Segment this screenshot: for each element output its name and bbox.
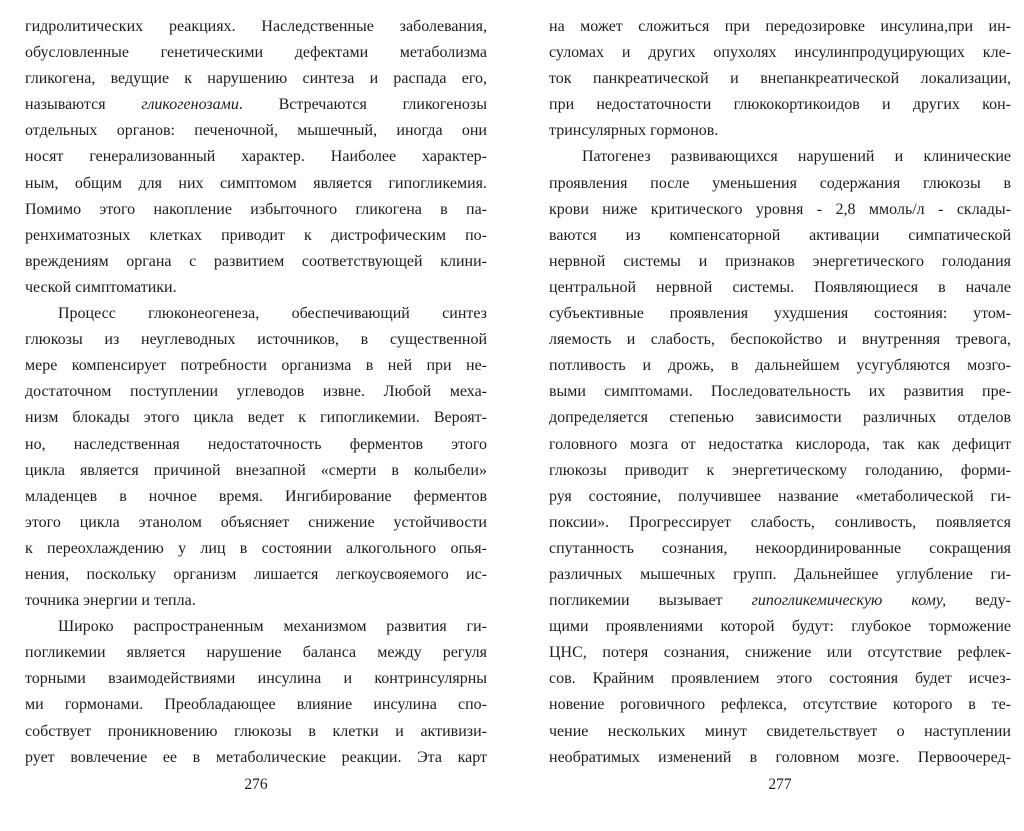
- text-line: ми гормонами. Преобладающее влияние инсулина спо-: [25, 696, 487, 714]
- text-line: спутанность сознания, некоординированные сокращения: [549, 539, 1011, 557]
- text-line: тринсулярных гормонов.: [549, 122, 719, 140]
- text-line: но, наследственная недостаточность ферментов этого: [25, 435, 487, 453]
- text-line: этого цикла этанолом объясняет снижение устойчивости: [25, 513, 487, 531]
- right-page: [549, 14, 1011, 831]
- text-line: ренхиматозных клетках приводит к дистрофическим по-: [25, 226, 487, 244]
- text-line: вреждениям органа с развитием соответствующей клини-: [25, 252, 487, 270]
- text-line: ческой симптоматики.: [25, 278, 177, 296]
- text-line: нения, поскольку организм лишается легкоусвояемого ис-: [25, 565, 487, 583]
- text-line: проявления после уменьшения содержания глюкозы в: [549, 174, 1011, 192]
- text-line: гликогена, ведущие к нарушению синтеза и распада его,: [25, 70, 487, 88]
- text-line: гидролитических реакциях. Наследственные заболевания,: [25, 18, 487, 35]
- text-line: сов. Крайним проявлением этого состояния будет исчез-: [549, 670, 1011, 688]
- text-line: на может сложиться при передозировке инсулина,при ин-: [549, 18, 1011, 35]
- text-line: выми симптомами. Последовательность их развития пре-: [549, 383, 1011, 401]
- text-line: щими проявлениями которой будут: глубокое торможение: [549, 618, 1011, 636]
- text-line: поксии». Прогрессирует слабость, сонливость, появляется: [549, 513, 1011, 531]
- text-line: цикла является причиной внезапной «смерти в колыбели»: [25, 461, 487, 479]
- text-line: Широко распространенным механизмом развития ги-: [58, 618, 487, 636]
- text-line: Процесс глюконеогенеза, обеспечивающий синтез: [58, 305, 487, 323]
- text-line: погликемии вызывает гипогликемическую кому, веду-: [549, 592, 1011, 610]
- text-line: младенцев в ночное время. Ингибирование ферментов: [25, 487, 487, 505]
- text-line: мере компенсирует потребности организма в ней при не-: [25, 357, 487, 375]
- text-line: при недостаточности глюкокортикоидов и других кон-: [549, 96, 1011, 114]
- text-line: обусловленные генетическими дефектами метаболизма: [25, 44, 487, 62]
- text-line: Помимо этого накопление избыточного гликогена в па-: [25, 200, 487, 218]
- text-line: носят генерализованный характер. Наиболее характер-: [25, 148, 487, 166]
- text-line: потливость и дрожь, в дальнейшем усугубляются мозго-: [549, 357, 1011, 375]
- text-line: различных мышечных групп. Дальнейшее углубление ги-: [549, 565, 1011, 583]
- left-page-text: [25, 14, 487, 771]
- text-line: к переохлаждению у лиц в состоянии алкогольного опья-: [25, 539, 487, 557]
- text-line: центральной нервной системы. Появляющиеся в начале: [549, 278, 1011, 296]
- text-line: ным, общим для них симптомом является гипогликемия.: [25, 174, 487, 192]
- text-line: низм блокады этого цикла ведет к гипогликемии. Вероят-: [25, 409, 487, 427]
- text-line: глюкозы из неуглеводных источников, в существенной: [25, 331, 487, 349]
- text-line: необратимых изменений в головном мозге. Первоочеред-: [549, 748, 1011, 766]
- left-page: [25, 14, 487, 831]
- right-page-text: [549, 14, 1011, 771]
- text-line: ток панкреатической и внепанкреатической локализации,: [549, 70, 1011, 88]
- text-line: чение нескольких минут свидетельствует о наступлении: [549, 722, 1011, 740]
- text-line: суломах и других опухолях инсулинпродуцирующих кле-: [549, 44, 1011, 62]
- text-line: руя состояние, получившее название «метаболической ги-: [549, 487, 1011, 505]
- text-line: называются гликогенозами. Встречаются гликогенозы: [25, 96, 488, 114]
- text-line: торными взаимодействиями инсулина и контринсулярны: [25, 670, 487, 688]
- right-page-number: 277: [768, 775, 792, 793]
- text-line: ляемость и слабость, беспокойство и внутренняя тревога,: [549, 331, 1011, 349]
- text-line: точника энергии и тепла.: [25, 592, 196, 610]
- text-line: отдельных органов: печеночной, мышечный, иногда они: [25, 122, 487, 140]
- text-line: крови ниже критического уровня - 2,8 ммоль/л - склады-: [549, 200, 1011, 218]
- text-line: рует вовлечение ее в метаболические реакции. Эта карт: [25, 748, 487, 766]
- text-line: новение роговичного рефлекса, отсутствие которого в те-: [549, 696, 1011, 714]
- text-line: погликемии является нарушение баланса между регуля: [25, 644, 487, 662]
- text-line: достаточном поступлении углеводов извне. Любой меха-: [25, 383, 487, 401]
- text-line: нервной системы и признаков энергетического голодания: [549, 252, 1011, 270]
- text-line: допределяется степенью зависимости различных отделов: [549, 409, 1011, 427]
- left-page-number: 276: [244, 775, 268, 793]
- text-line: ЦНС, потеря сознания, снижение или отсутствие рефлек-: [549, 644, 1011, 662]
- text-line: собствует проникновению глюкозы в клетки и активизи-: [25, 722, 487, 740]
- text-line: ваются из компенсаторной активации симпатической: [549, 226, 1011, 244]
- text-line: глюкозы приводит к энергетическому голоданию, форми-: [549, 461, 1011, 479]
- text-line: субъективные проявления ухудшения состояния: утом-: [549, 305, 1011, 323]
- text-line: Патогенез развивающихся нарушений и клинические: [582, 148, 1011, 166]
- text-line: головного мозга от недостатка кислорода, так как дефицит: [549, 435, 1011, 453]
